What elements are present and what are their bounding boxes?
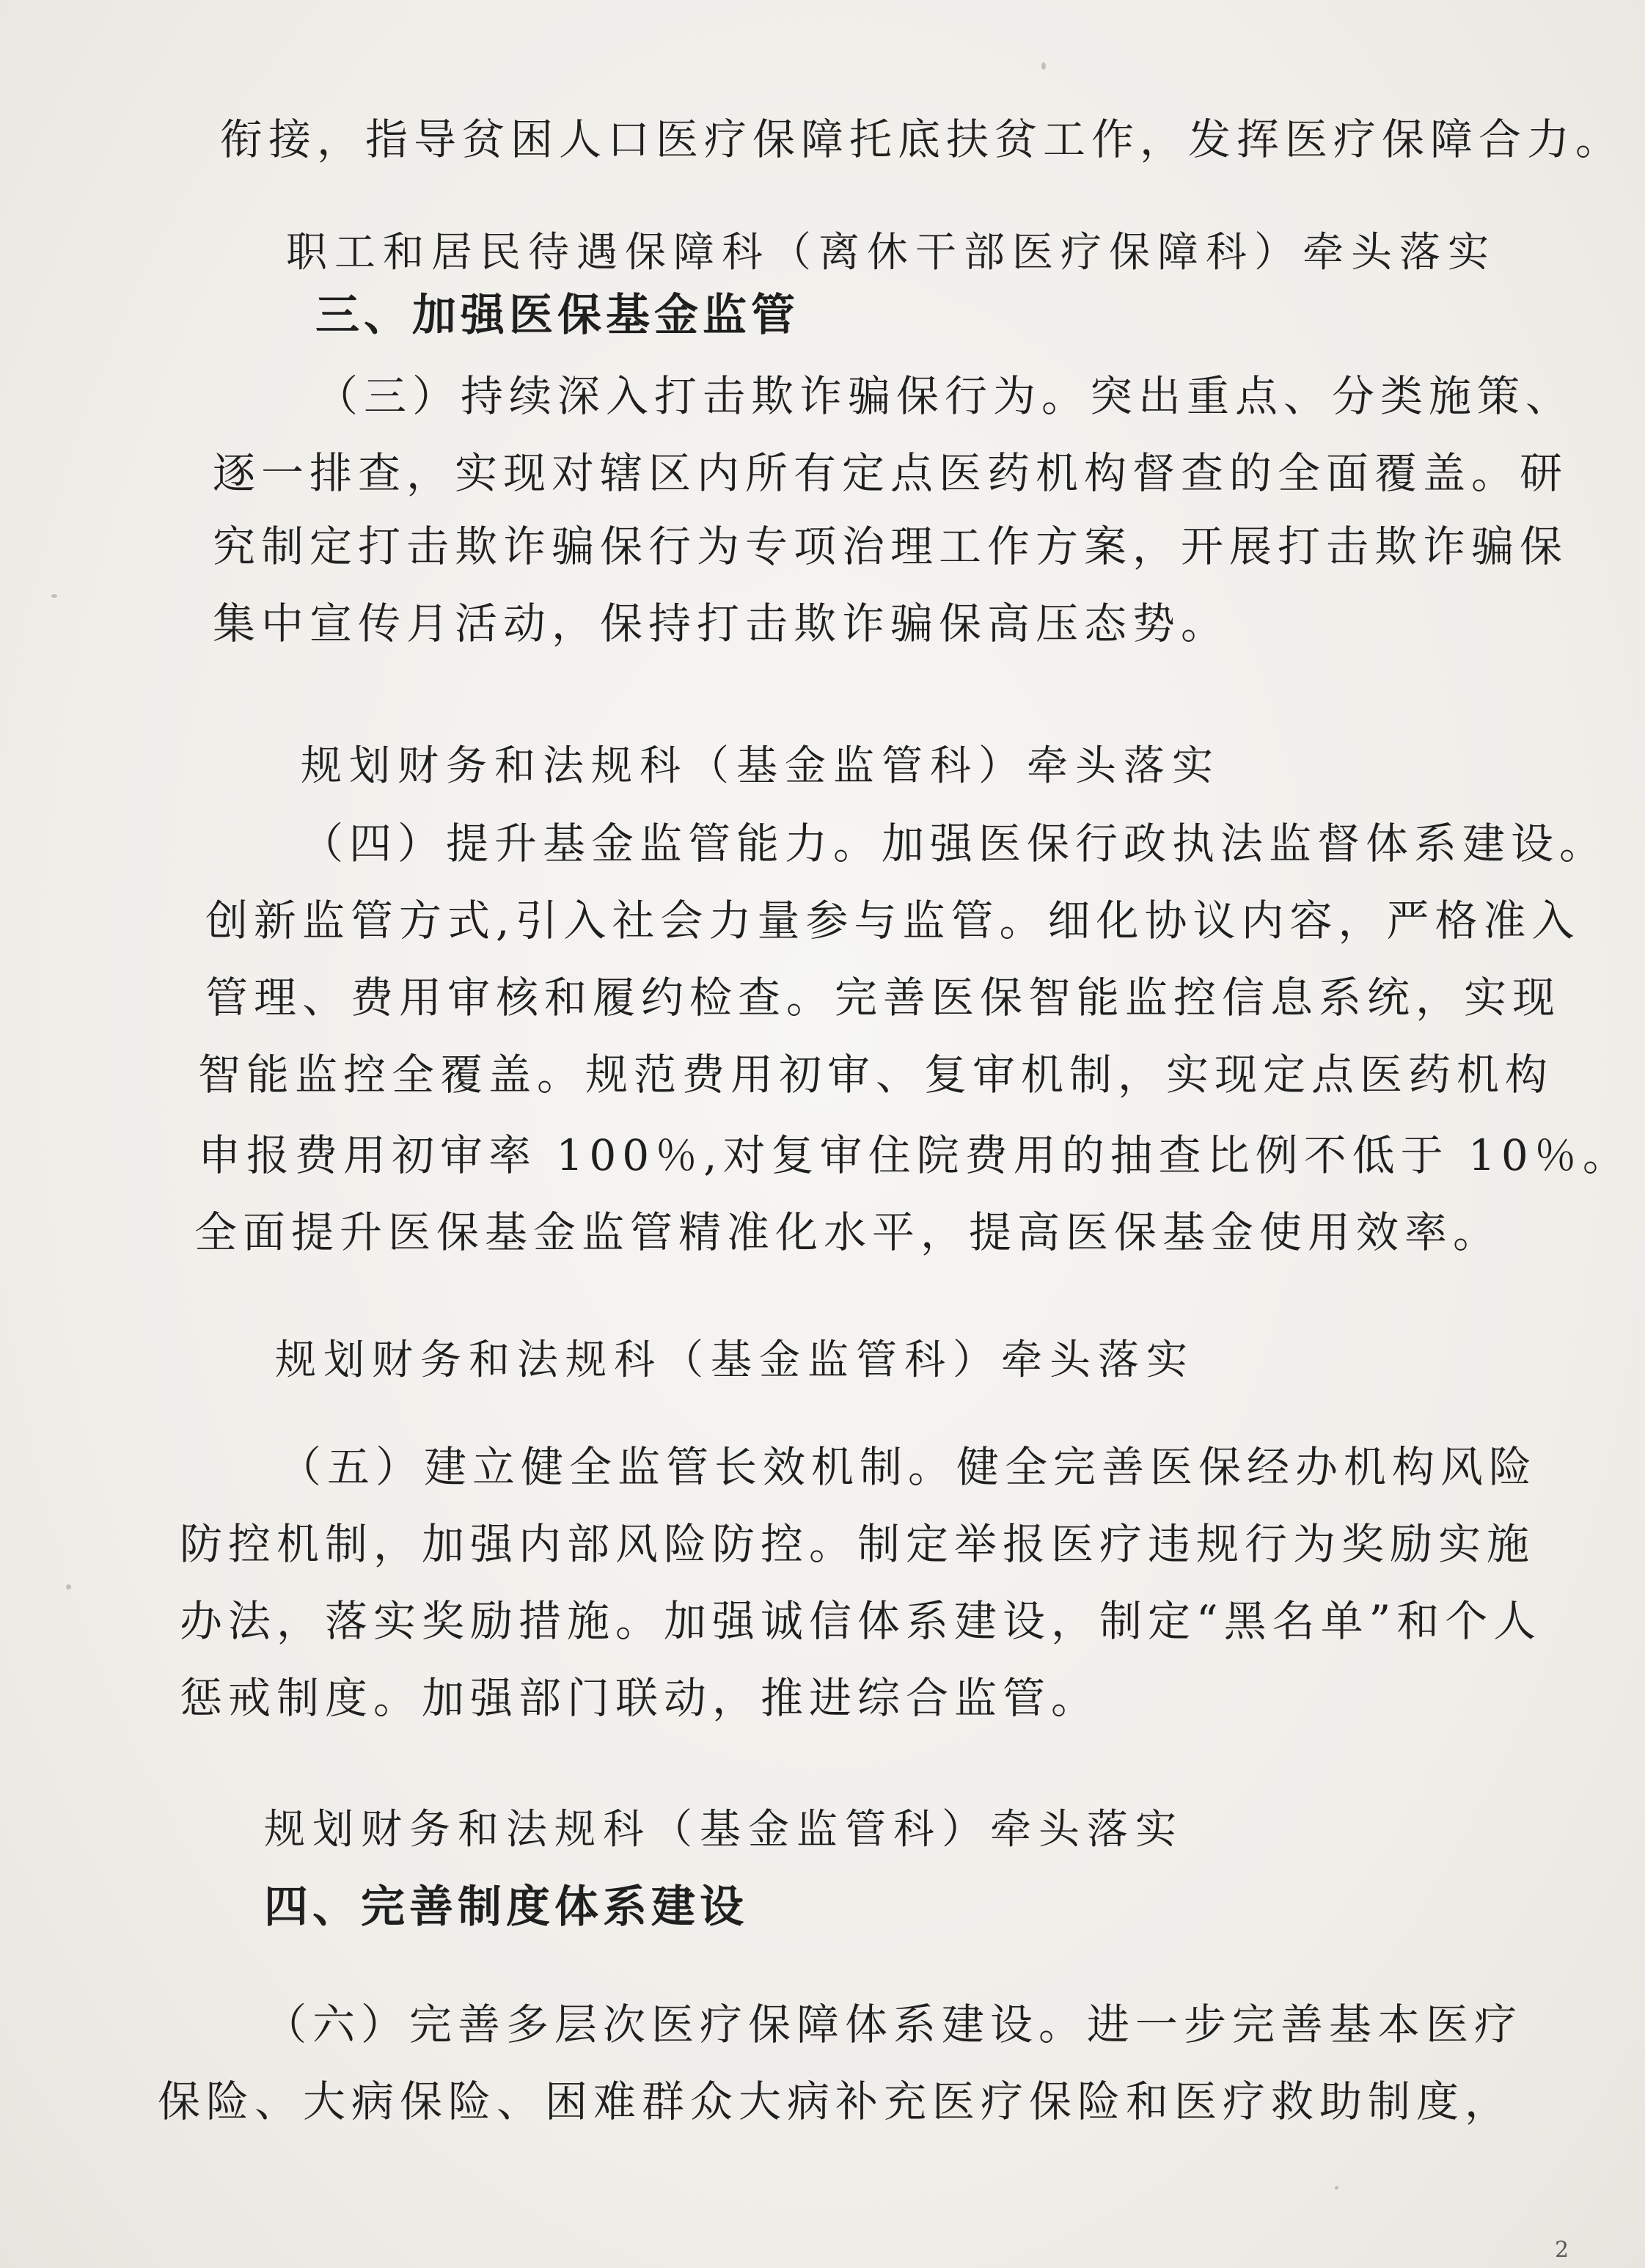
body-line-13: 申报费用初审率 100％,对复审住院费用的抽查比例不低于 10％。 <box>198 1130 1631 1180</box>
body-line-11: 管理、费用审核和履约检查。完善医保智能监控信息系统，实现 <box>205 973 1561 1023</box>
scan-speck <box>1041 62 1046 70</box>
body-line-19: 惩戒制度。加强部门联动，推进综合监管。 <box>180 1673 1100 1723</box>
body-line-1: 衔接，指导贫困人口医疗保障托底扶贫工作，发挥医疗保障合力。 <box>220 114 1624 164</box>
body-line-22: （六）完善多层次医疗保障体系建设。进一步完善基本医疗 <box>264 2000 1523 2049</box>
responsibility-line-2: 规划财务和法规科（基金监管科）牵头落实 <box>301 742 1220 790</box>
body-line-7: 集中宣传月活动，保持打击欺诈骗保高压态势。 <box>213 599 1230 648</box>
page-number: 2 <box>1555 2237 1569 2263</box>
body-line-4: （三）持续深入打击欺诈骗保行为。突出重点、分类施策、 <box>315 371 1575 421</box>
section-heading-4: 四、完善制度体系建设 <box>264 1881 748 1933</box>
body-line-12: 智能监控全覆盖。规范费用初审、复审机制，实现定点医药机构 <box>198 1050 1554 1100</box>
responsibility-line-1: 职工和居民待遇保障科（离休干部医疗保障科）牵头落实 <box>286 229 1496 277</box>
scan-speck <box>1335 2186 1338 2190</box>
responsibility-line-4: 规划财务和法规科（基金监管科）牵头落实 <box>264 1806 1184 1854</box>
scan-speck <box>51 594 57 598</box>
body-line-23: 保险、大病保险、困难群众大病补充医疗保险和医疗救助制度， <box>158 2077 1514 2126</box>
responsibility-line-3: 规划财务和法规科（基金监管科）牵头落实 <box>275 1336 1195 1384</box>
body-line-14: 全面提升医保基金监管精准化水平，提高医保基金使用效率。 <box>194 1207 1502 1257</box>
scan-speck <box>66 1584 71 1590</box>
body-line-16: （五）建立健全监管长效机制。健全完善医保经办机构风险 <box>279 1442 1538 1492</box>
body-line-10: 创新监管方式,引入社会力量参与监管。细化协议内容，严格准入 <box>205 896 1580 945</box>
body-line-5: 逐一排查，实现对辖区内所有定点医药机构督查的全面覆盖。研 <box>213 448 1569 498</box>
section-heading-3: 三、加强医保基金监管 <box>315 290 799 341</box>
body-line-18: 办法，落实奖励措施。加强诚信体系建设，制定“黑名单”和个人 <box>180 1596 1542 1646</box>
body-line-6: 究制定打击欺诈骗保行为专项治理工作方案，开展打击欺诈骗保 <box>213 522 1569 571</box>
body-line-9: （四）提升基金监管能力。加强医保行政执法监督体系建设。 <box>301 819 1608 868</box>
body-line-17: 防控机制，加强内部风险防控。制定举报医疗违规行为奖励实施 <box>180 1519 1536 1569</box>
